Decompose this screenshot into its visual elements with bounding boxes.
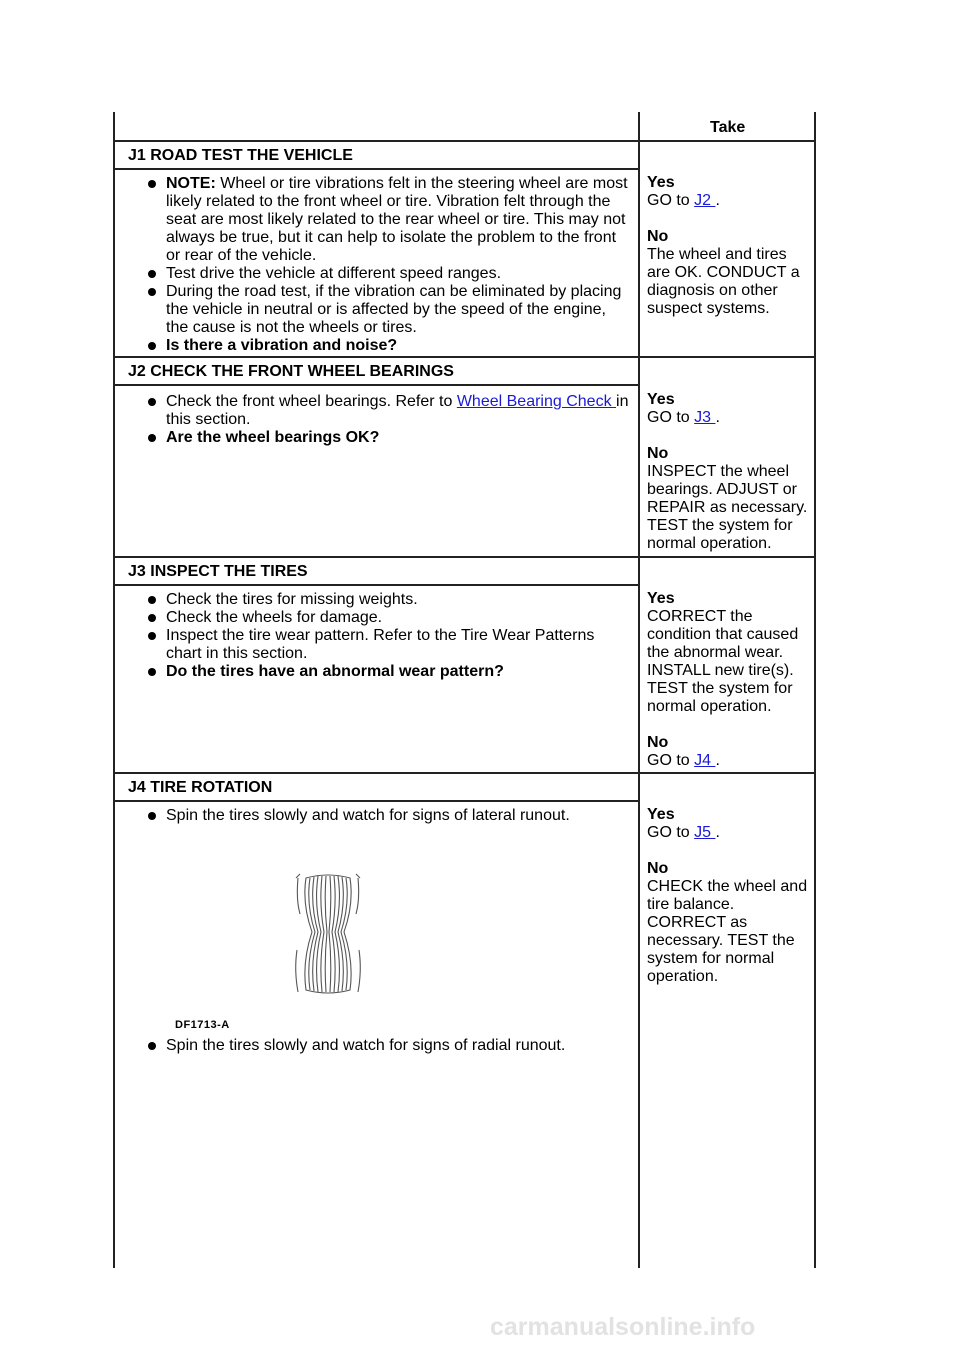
j2-title: J2 CHECK THE FRONT WHEEL BEARINGS <box>128 363 454 380</box>
go-to-j3-link[interactable]: J3 <box>694 409 716 426</box>
j4-title-rule <box>113 800 640 802</box>
j2-bullet-item: Check the front wheel bearings. Refer to Wheel Bearing Check in this section. <box>136 393 636 429</box>
table-right-border <box>814 112 816 1268</box>
j2-title-rule <box>113 384 640 386</box>
j1-bullet-item: Test drive the vehicle at different speed ranges. <box>136 265 636 283</box>
note-label: NOTE: <box>166 175 216 192</box>
j3-bullet-item: Check the tires for missing weights. <box>136 591 636 609</box>
j3-bullet-item: Inspect the tire wear pattern. Refer to the Tire Wear Patterns chart in this section. <box>136 627 636 663</box>
no-label: No <box>647 445 669 462</box>
j1-note-line: likely related to the front wheel or tire. Vibration felt through the <box>166 193 611 210</box>
j1-title: J1 ROAD TEST THE VEHICLE <box>128 147 353 164</box>
j1-response: Yes GO to J2 . No The wheel and tires are OK. CONDUCT a diagnosis on other suspect systems. <box>647 174 800 317</box>
figure-caption: DF1713-A <box>175 1019 230 1031</box>
j1-note-line: seat are most likely related to the rear wheel or tire. This may not <box>166 211 626 228</box>
j2-question: Are the wheel bearings OK? <box>136 429 636 447</box>
j3-question: Do the tires have an abnormal wear pattern? <box>136 663 636 681</box>
tire-runout-illustration <box>288 870 368 1000</box>
no-label: No <box>647 228 669 245</box>
yes-label: Yes <box>647 590 675 607</box>
watermark: carmanualsonline.info <box>490 1313 756 1341</box>
j1-question: Is there a vibration and noise? <box>136 337 636 355</box>
j3-title: J3 INSPECT THE TIRES <box>128 563 308 580</box>
j3-steps <box>136 591 636 681</box>
j4-title: J4 TIRE ROTATION <box>128 779 273 796</box>
j3-bullet-item: Check the wheels for damage. <box>136 609 636 627</box>
table-middle-border <box>638 112 640 1268</box>
j1-bullet-item: During the road test, if the vibration can be eliminated by placing the vehicle in neutral or is affected by the speed of the engine, the cause is not the wheels or tires. <box>136 283 636 337</box>
no-label: No <box>647 860 669 877</box>
yes-label: Yes <box>647 174 675 191</box>
j1-note-line: always be true, but it can help to isolate the problem to the front <box>166 229 617 246</box>
j1-title-rule <box>113 168 640 170</box>
go-to-j4-link[interactable]: J4 <box>694 752 716 769</box>
take-header: Take <box>710 119 746 136</box>
j4-response: Yes GO to J5 . No CHECK the wheel and tire balance. CORRECT as necessary. TEST the system for normal operation. <box>647 806 808 985</box>
wheel-bearing-check-link[interactable]: Wheel Bearing Check <box>456 393 617 410</box>
j2-end-rule <box>113 556 816 558</box>
go-to-j5-link[interactable]: J5 <box>694 824 716 841</box>
j1-note-line: Wheel or tire vibrations felt in the steering wheel are most <box>220 175 628 192</box>
table-left-border <box>113 112 115 1268</box>
no-label: No <box>647 734 669 751</box>
j4-steps-1 <box>136 807 636 825</box>
j1-steps <box>136 175 636 355</box>
j3-response: Yes CORRECT the condition that caused the abnormal wear. INSTALL new tire(s). TEST the system for normal operation. No GO to J4 . <box>647 590 799 769</box>
j2-steps <box>136 393 636 447</box>
j4-bullet-item: Spin the tires slowly and watch for signs of lateral runout. <box>136 807 636 825</box>
j4-bullet-item: Spin the tires slowly and watch for signs of radial runout. <box>136 1037 636 1055</box>
j4-steps-2 <box>136 1037 636 1055</box>
j1-note-item <box>136 175 636 265</box>
go-to-j2-link[interactable]: J2 <box>694 192 716 209</box>
j3-end-rule <box>113 772 816 774</box>
header-rule <box>113 140 816 142</box>
j2-response: Yes GO to J3 . No INSPECT the wheel bearings. ADJUST or REPAIR as necessary. TEST the system for normal operation. <box>647 391 808 552</box>
j1-end-rule <box>113 356 816 358</box>
j1-note-line: or rear of the vehicle. <box>166 247 317 264</box>
yes-label: Yes <box>647 391 675 408</box>
j3-title-rule <box>113 584 640 586</box>
yes-label: Yes <box>647 806 675 823</box>
